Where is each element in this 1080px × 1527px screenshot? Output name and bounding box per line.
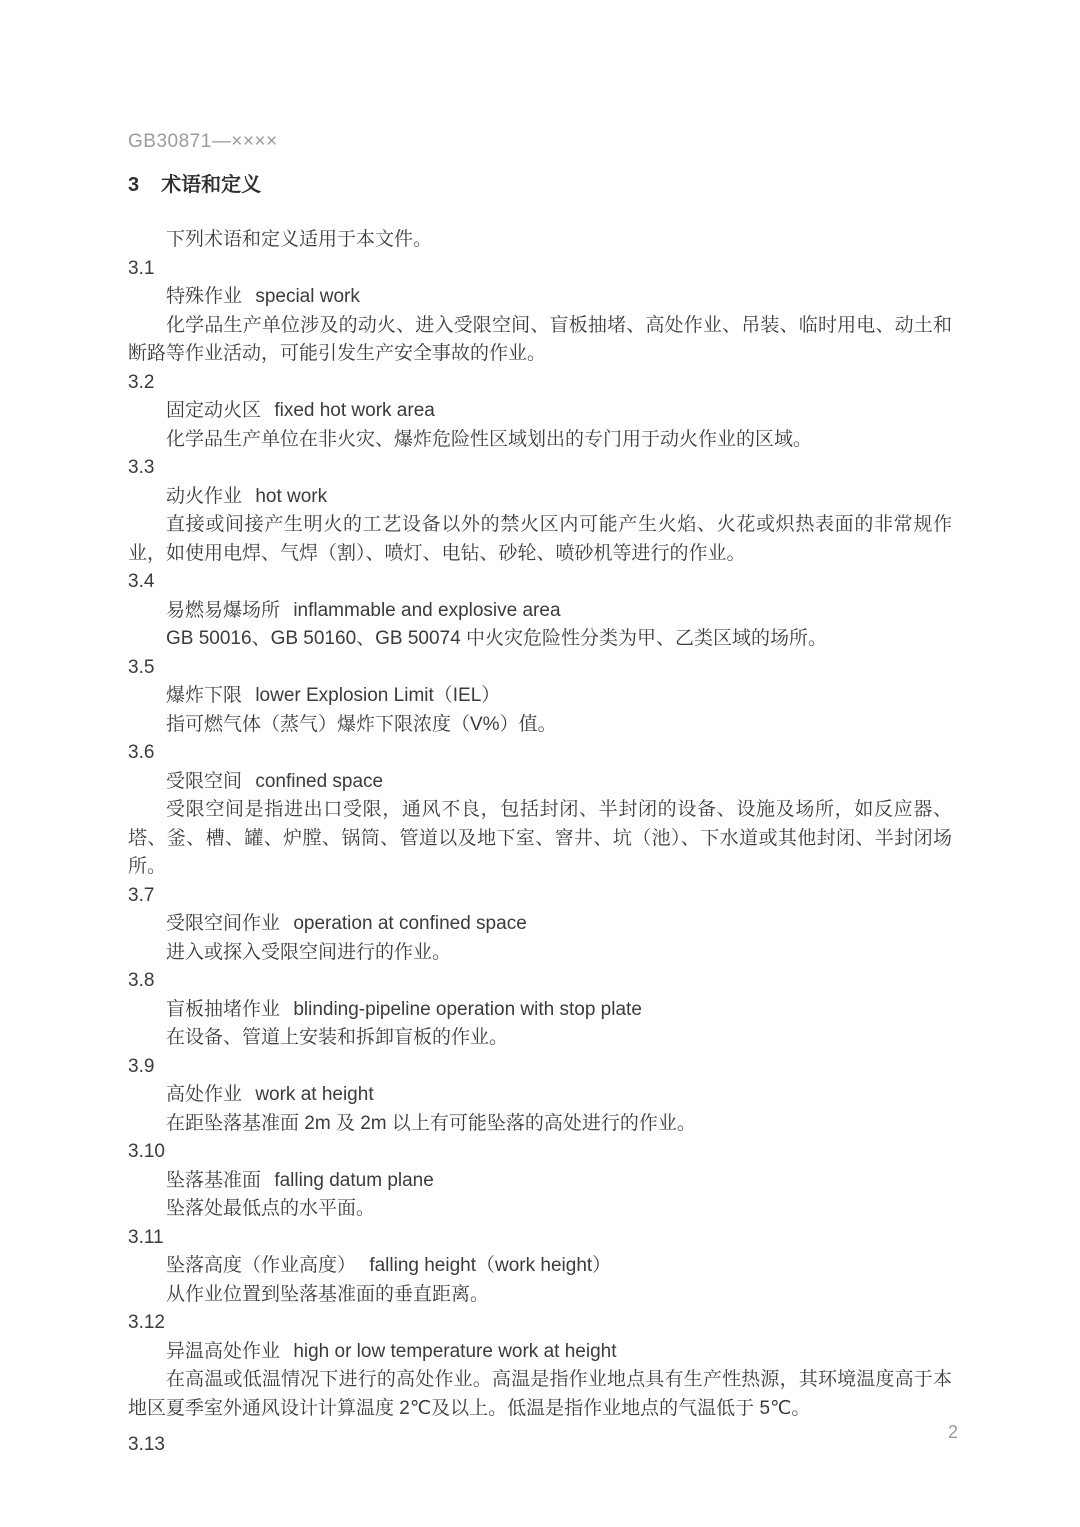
term-number: 3.1: [128, 257, 155, 279]
doc-code-label: GB30871—××××: [128, 131, 278, 152]
term-en-label: lower Explosion Limit（IEL）: [255, 685, 501, 706]
term-entry: [128, 654, 952, 740]
term-heading: [128, 996, 952, 1025]
term-entry: [128, 1138, 952, 1224]
term-number: 3.13: [128, 1434, 165, 1455]
term-entry: [128, 967, 952, 1053]
term-heading: [128, 1252, 952, 1281]
term-entry: [128, 739, 952, 882]
term-en-label: falling height（work height）: [369, 1255, 612, 1276]
term-definition: 化学品生产单位在非火灾、爆炸危险性区域划出的专门用于动火作业的区域。: [166, 428, 813, 450]
term-en-label: operation at confined space: [293, 913, 527, 934]
term-definition: 直接或间接产生明火的工艺设备以外的禁火区内可能产生火焰、火花或炽热表面的非常规作业，如使用电焊、气焊（割）、喷灯、电钻、砂轮、喷砂机等进行的作业。: [128, 514, 952, 564]
term-entry: [128, 1309, 952, 1423]
term-en-label: special work: [255, 286, 360, 307]
term-entry: [128, 1053, 952, 1139]
term-definition: 在距坠落基准面 2m 及 2m 以上有可能坠落的高处进行的作业。: [166, 1112, 696, 1134]
term-en-label: fixed hot work area: [274, 400, 435, 421]
section-title: 术语和定义: [161, 173, 262, 196]
term-definition: GB 50016、GB 50160、GB 50074 中火灾危险性分类为甲、乙类区域的场所。: [166, 628, 827, 649]
term-entry: [128, 255, 952, 369]
term-heading: [128, 1338, 952, 1367]
term-zh-label: 固定动火区: [166, 400, 262, 421]
term-number: 3.10: [128, 1141, 165, 1162]
term-en-label: high or low temperature work at height: [293, 1340, 617, 1362]
term-heading: [128, 768, 952, 797]
term-definition: 受限空间是指进出口受限，通风不良，包括封闭、半封闭的设备、设施及场所，如反应器、塔、釜、槽、罐、炉膛、锅筒、管道以及地下室、窨井、坑（池）、下水道或其他封闭、半封闭场所。: [128, 799, 952, 877]
term-zh-label: 爆炸下限: [166, 685, 243, 706]
term-definition: 坠落处最低点的水平面。: [166, 1198, 376, 1219]
term-entry: [128, 882, 952, 968]
term-zh-label: 盲板抽堵作业: [166, 998, 281, 1020]
term-zh-label: 高处作业: [166, 1084, 243, 1105]
term-heading: [128, 597, 952, 626]
term-entry: [128, 568, 952, 654]
term-zh-label: 受限空间作业: [166, 913, 281, 934]
term-definition: 进入或探入受限空间进行的作业。: [166, 941, 452, 963]
term-entry: [128, 369, 952, 455]
term-number: 3.3: [128, 457, 155, 478]
term-definition: 在设备、管道上安装和拆卸盲板的作业。: [166, 1027, 509, 1048]
term-heading: [128, 1081, 952, 1110]
term-zh-label: 特殊作业: [166, 286, 243, 307]
term-number: 3.7: [128, 884, 155, 906]
term-zh-label: 坠落基准面: [166, 1169, 262, 1191]
term-heading: [128, 483, 952, 512]
section-heading: [128, 171, 952, 200]
term-entry: [128, 1224, 952, 1310]
term-zh-label: 动火作业: [166, 485, 243, 507]
term-number: 3.9: [128, 1055, 155, 1077]
page-number: 2: [947, 1422, 958, 1442]
term-zh-label: 易燃易爆场所: [166, 599, 281, 621]
term-zh-label: 受限空间: [166, 770, 243, 792]
term-number: 3.4: [128, 571, 155, 592]
term-heading: [128, 283, 952, 312]
section-number: 3: [128, 173, 140, 196]
term-en-label: work at height: [255, 1084, 374, 1105]
term-zh-label: 坠落高度（作业高度）: [166, 1255, 357, 1276]
term-en-label: confined space: [255, 770, 384, 792]
term-heading: [128, 910, 952, 939]
term-definition: 化学品生产单位涉及的动火、进入受限空间、盲板抽堵、高处作业、吊装、临时用电、动土和断路等作业活动，可能引发生产安全事故的作业。: [128, 314, 952, 364]
term-entry: [128, 1431, 952, 1460]
term-heading: [128, 1167, 952, 1196]
term-definition: 指可燃气体（蒸气）爆炸下限浓度（V%）值。: [166, 713, 557, 735]
term-number: 3.2: [128, 371, 155, 393]
term-number: 3.6: [128, 742, 155, 763]
document-content: [128, 0, 952, 1460]
term-definition: 在高温或低温情况下进行的高处作业。高温是指作业地点具有生产性热源，其环境温度高于本地区夏季室外通风设计计算温度 2℃及以上。低温是指作业地点的气温低于 5℃。: [128, 1369, 952, 1419]
term-number: 3.5: [128, 656, 155, 678]
term-heading: [128, 397, 952, 426]
term-entry: [128, 454, 952, 568]
term-en-label: inflammable and explosive area: [293, 599, 561, 621]
term-en-label: blinding-pipeline operation with stop plate: [293, 998, 642, 1020]
terms-list: [128, 255, 952, 1460]
term-definition: 从作业位置到坠落基准面的垂直距离。: [166, 1283, 490, 1305]
term-number: 3.8: [128, 970, 155, 991]
term-heading: [128, 682, 952, 711]
term-zh-label: 异温高处作业: [166, 1340, 281, 1362]
intro-paragraph: 下列术语和定义适用于本文件。: [166, 229, 433, 250]
term-number: 3.12: [128, 1312, 165, 1333]
term-number: 3.11: [128, 1226, 164, 1248]
term-en-label: hot work: [255, 485, 328, 507]
term-en-label: falling datum plane: [274, 1169, 434, 1191]
